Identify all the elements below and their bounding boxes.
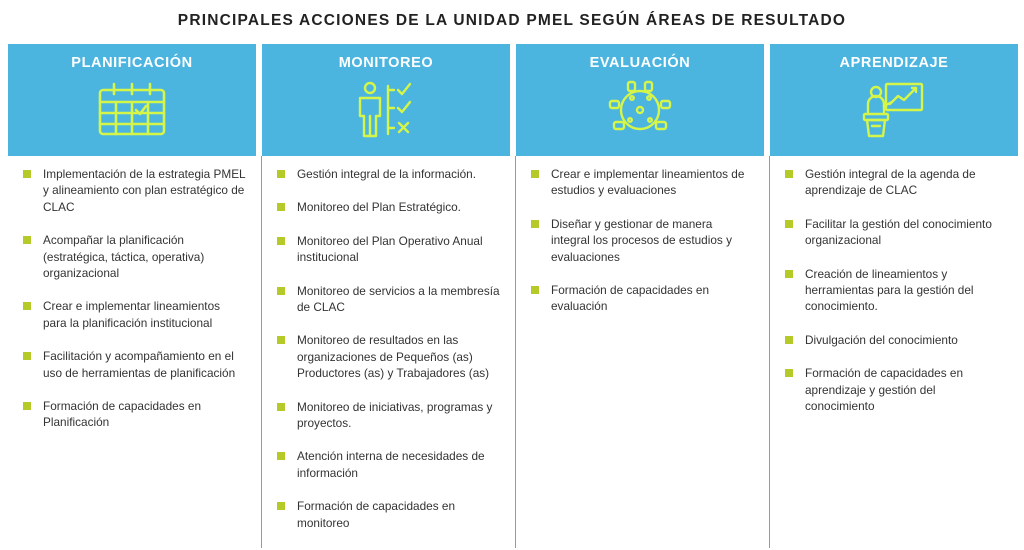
list-item: Gestión integral de la información. bbox=[262, 166, 510, 182]
calendar-icon bbox=[96, 80, 168, 143]
list-item: Facilitación y acompañamiento en el uso de herramientas de planificación bbox=[8, 348, 256, 381]
action-list bbox=[770, 166, 1018, 431]
action-list bbox=[262, 166, 510, 548]
list-item: Monitoreo de iniciativas, programas y proyectos. bbox=[262, 399, 510, 432]
list-item: Monitoreo de resultados en las organizaciones de Pequeños (as) Productores (as) y Trabajadores (as) bbox=[262, 332, 510, 381]
list-item: Crear e implementar lineamientos para la planificación institucional bbox=[8, 298, 256, 331]
action-list bbox=[516, 166, 764, 332]
column-title: PLANIFICACIÓN bbox=[71, 55, 193, 71]
meeting-table-icon bbox=[608, 80, 672, 145]
page-title: PRINCIPALES ACCIONES DE LA UNIDAD PMEL SEGÚN ÁREAS DE RESULTADO bbox=[177, 12, 847, 29]
bullet bbox=[277, 452, 285, 460]
list-item: Formación de capacidades en Planificación bbox=[8, 398, 256, 431]
bullet bbox=[23, 236, 31, 244]
column-monitoreo bbox=[262, 44, 510, 548]
bullet bbox=[277, 403, 285, 411]
column-header bbox=[770, 44, 1018, 156]
column-planificacion bbox=[8, 44, 256, 548]
list-item: Formación de capacidades en evaluación bbox=[516, 282, 764, 315]
bullet bbox=[277, 203, 285, 211]
list-item: Monitoreo del Plan Estratégico. bbox=[262, 199, 510, 215]
column-header bbox=[262, 44, 510, 156]
list-item: Diseñar y gestionar de manera integral los procesos de estudios y evaluaciones bbox=[516, 216, 764, 265]
list-item: Creación de lineamientos y herramientas para la gestión del conocimiento. bbox=[770, 266, 1018, 315]
bullet bbox=[23, 352, 31, 360]
bullet bbox=[785, 220, 793, 228]
list-item: Atención interna de necesidades de información bbox=[262, 448, 510, 481]
bullet bbox=[277, 502, 285, 510]
bullet bbox=[277, 170, 285, 178]
column-title: EVALUACIÓN bbox=[589, 55, 691, 71]
column-header bbox=[8, 44, 256, 156]
action-list bbox=[8, 166, 256, 448]
column-aprendizaje bbox=[770, 44, 1018, 548]
list-item: Monitoreo del Plan Operativo Anual institucional bbox=[262, 233, 510, 266]
column-header bbox=[516, 44, 764, 156]
bullet bbox=[785, 170, 793, 178]
bullet bbox=[277, 237, 285, 245]
list-item: Crear e implementar lineamientos de estudios y evaluaciones bbox=[516, 166, 764, 199]
list-item: Facilitar la gestión del conocimiento organizacional bbox=[770, 216, 1018, 249]
bullet bbox=[23, 402, 31, 410]
column-title: MONITOREO bbox=[338, 55, 434, 71]
presenter-chart-icon bbox=[862, 80, 926, 145]
column-title: APRENDIZAJE bbox=[839, 55, 949, 71]
list-item: Monitoreo de servicios a la membresía de CLAC bbox=[262, 283, 510, 316]
list-item: Formación de capacidades en aprendizaje y gestión del conocimiento bbox=[770, 365, 1018, 414]
person-checklist-icon bbox=[354, 80, 418, 145]
bullet bbox=[277, 336, 285, 344]
result-areas bbox=[8, 44, 1018, 548]
bullet bbox=[23, 302, 31, 310]
bullet bbox=[531, 286, 539, 294]
list-item: Formación de capacidades en monitoreo bbox=[262, 498, 510, 531]
bullet bbox=[277, 287, 285, 295]
column-evaluacion bbox=[516, 44, 764, 548]
bullet bbox=[785, 369, 793, 377]
list-item: Gestión integral de la agenda de aprendizaje de CLAC bbox=[770, 166, 1018, 199]
bullet bbox=[785, 336, 793, 344]
bullet bbox=[23, 170, 31, 178]
list-item: Divulgación del conocimiento bbox=[770, 332, 1018, 348]
list-item: Implementación de la estrategia PMEL y alineamiento con plan estratégico de CLAC bbox=[8, 166, 256, 215]
bullet bbox=[531, 170, 539, 178]
bullet bbox=[531, 220, 539, 228]
bullet bbox=[785, 270, 793, 278]
list-item: Acompañar la planificación (estratégica, táctica, operativa) organizacional bbox=[8, 232, 256, 281]
